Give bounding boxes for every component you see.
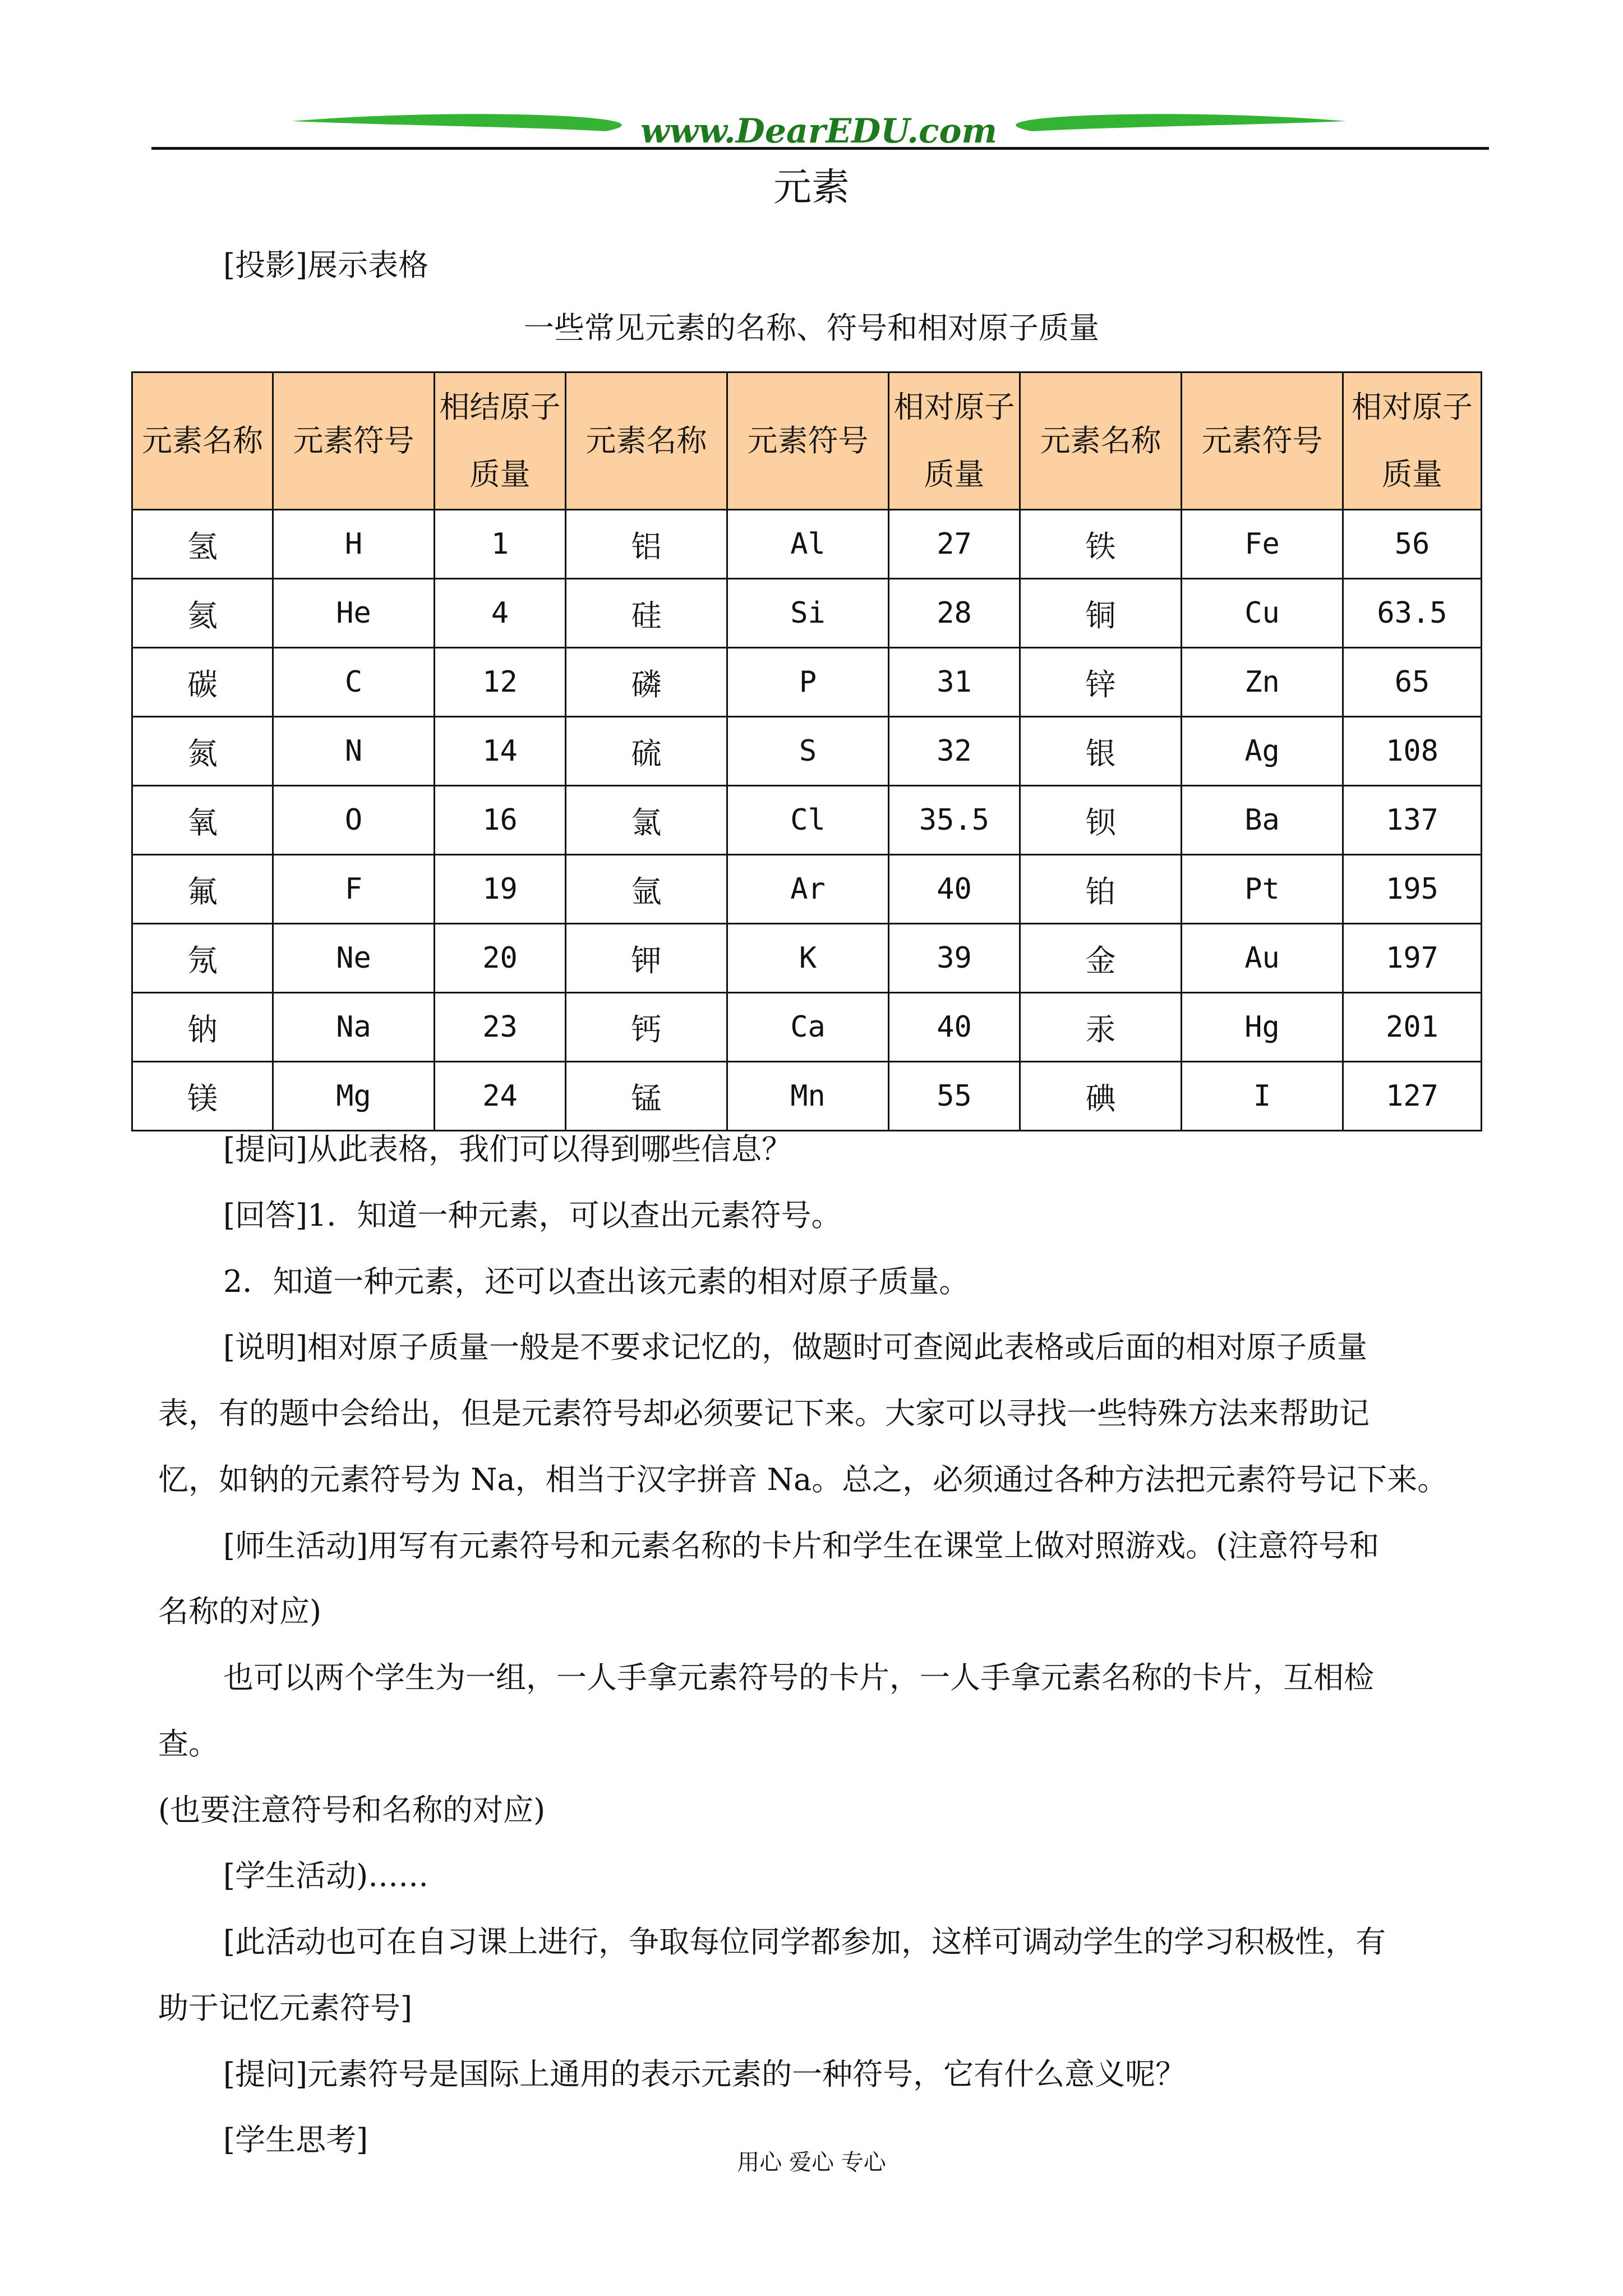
element-name-cell: 锰: [566, 1062, 727, 1131]
element-symbol-cell: Hg: [1182, 993, 1343, 1062]
element-name-cell: 氯: [566, 786, 727, 855]
element-name-cell: 金: [1020, 924, 1182, 993]
element-symbol-cell: Si: [727, 579, 889, 648]
element-name-cell: 镁: [132, 1062, 273, 1131]
element-name-cell: 钙: [566, 993, 727, 1062]
question-2: [提问]元素符号是国际上通用的表示元素的一种符号，它有什么意义呢？: [223, 2056, 1186, 2092]
column-header: 元素名称: [566, 372, 727, 510]
atomic-mass-cell: 63.5: [1343, 579, 1482, 648]
atomic-mass-cell: 195: [1343, 855, 1482, 924]
atomic-mass-cell: 65: [1343, 648, 1482, 717]
element-name-cell: 氩: [566, 855, 727, 924]
element-symbol-cell: Ne: [273, 924, 435, 993]
column-header: 相对原子质量: [1343, 372, 1482, 510]
explain-line-3: 忆，如钠的元素符号为 Na，相当于汉字拼音 Na。总之，必须通过各种方法把元素符号记下来。: [158, 1462, 1448, 1497]
atomic-mass-cell: 23: [435, 993, 566, 1062]
table-row: [132, 579, 1482, 648]
atomic-mass-cell: 137: [1343, 786, 1482, 855]
atomic-mass-cell: 19: [435, 855, 566, 924]
explain-line-2: 表，有的题中会给出，但是元素符号却必须要记下来。大家可以寻找一些特殊方法来帮助记: [158, 1396, 1370, 1431]
atomic-mass-cell: 28: [889, 579, 1020, 648]
atomic-mass-cell: 27: [889, 510, 1020, 579]
element-name-cell: 氟: [132, 855, 273, 924]
element-name-cell: 氦: [132, 579, 273, 648]
column-header: 相对原子质量: [889, 372, 1020, 510]
column-header: 元素符号: [273, 372, 435, 510]
element-symbol-cell: Al: [727, 510, 889, 579]
atomic-mass-cell: 32: [889, 717, 1020, 786]
element-symbol-cell: N: [273, 717, 435, 786]
atomic-mass-cell: 55: [889, 1062, 1020, 1131]
element-name-cell: 铂: [1020, 855, 1182, 924]
element-name-cell: 氮: [132, 717, 273, 786]
element-symbol-cell: Mn: [727, 1062, 889, 1131]
element-name-cell: 磷: [566, 648, 727, 717]
element-symbol-cell: H: [273, 510, 435, 579]
element-symbol-cell: Pt: [1182, 855, 1343, 924]
element-symbol-cell: Au: [1182, 924, 1343, 993]
table-header-row: [132, 372, 1482, 510]
table-row: [132, 648, 1482, 717]
question-1: [提问]从此表格，我们可以得到哪些信息？: [223, 1131, 792, 1167]
element-symbol-cell: S: [727, 717, 889, 786]
element-name-cell: 铜: [1020, 579, 1182, 648]
atomic-mass-cell: 35.5: [889, 786, 1020, 855]
page-footer: 用心 爱心 专心: [737, 2150, 886, 2175]
column-header: 相结原子质量: [435, 372, 566, 510]
atomic-mass-cell: 108: [1343, 717, 1482, 786]
atomic-mass-cell: 39: [889, 924, 1020, 993]
pair-line-2: 查。: [158, 1726, 219, 1761]
table-caption: 一些常见元素的名称、符号和相对原子质量: [524, 310, 1099, 346]
atomic-mass-cell: 31: [889, 648, 1020, 717]
note-line-2: 助于记忆元素符号]: [158, 1990, 413, 2026]
element-name-cell: 银: [1020, 717, 1182, 786]
page-title: 元素: [773, 165, 850, 210]
atomic-mass-cell: 12: [435, 648, 566, 717]
column-header: 元素名称: [1020, 372, 1182, 510]
atomic-mass-cell: 197: [1343, 924, 1482, 993]
student-activity: [学生活动)……: [223, 1858, 429, 1893]
atomic-mass-cell: 40: [889, 993, 1020, 1062]
atomic-mass-cell: 56: [1343, 510, 1482, 579]
table-row: [132, 717, 1482, 786]
activity-line-1: [师生活动]用写有元素符号和元素名称的卡片和学生在课堂上做对照游戏。(注意符号和: [223, 1528, 1380, 1563]
element-name-cell: 硅: [566, 579, 727, 648]
atomic-mass-cell: 24: [435, 1062, 566, 1131]
element-name-cell: 钠: [132, 993, 273, 1062]
table-body: [132, 510, 1482, 1131]
answer-2: 2．知道一种元素，还可以查出该元素的相对原子质量。: [223, 1264, 970, 1299]
element-symbol-cell: Ca: [727, 993, 889, 1062]
element-symbol-cell: Fe: [1182, 510, 1343, 579]
element-name-cell: 汞: [1020, 993, 1182, 1062]
element-name-cell: 碘: [1020, 1062, 1182, 1131]
table-row: [132, 924, 1482, 993]
table-row: [132, 993, 1482, 1062]
element-name-cell: 铝: [566, 510, 727, 579]
element-name-cell: 氖: [132, 924, 273, 993]
element-name-cell: 钡: [1020, 786, 1182, 855]
element-symbol-cell: I: [1182, 1062, 1343, 1131]
atomic-mass-cell: 127: [1343, 1062, 1482, 1131]
element-name-cell: 锌: [1020, 648, 1182, 717]
atomic-mass-cell: 16: [435, 786, 566, 855]
table-row: [132, 855, 1482, 924]
activity-line-2: 名称的对应): [158, 1594, 322, 1629]
element-symbol-cell: C: [273, 648, 435, 717]
note-line-1: [此活动也可在自习课上进行，争取每位同学都参加，这样可调动学生的学习积极性，有: [223, 1924, 1386, 1959]
logo-text: www.DearEDU.com: [640, 112, 998, 149]
table-row: [132, 786, 1482, 855]
element-name-cell: 钾: [566, 924, 727, 993]
pair-note: (也要注意符号和名称的对应): [158, 1792, 546, 1828]
element-table: [131, 371, 1482, 1131]
dearedu-logo: [292, 110, 1346, 149]
pair-line-1: 也可以两个学生为一组，一人手拿元素符号的卡片，一人手拿元素名称的卡片，互相检: [223, 1660, 1374, 1695]
student-think: [学生思考]: [223, 2122, 368, 2157]
answer-1: [回答]1．知道一种元素，可以查出元素符号。: [223, 1198, 842, 1233]
element-symbol-cell: Na: [273, 993, 435, 1062]
element-name-cell: 铁: [1020, 510, 1182, 579]
element-name-cell: 碳: [132, 648, 273, 717]
element-symbol-cell: Cl: [727, 786, 889, 855]
column-header: 元素符号: [1182, 372, 1343, 510]
table-row: [132, 1062, 1482, 1131]
element-symbol-cell: P: [727, 648, 889, 717]
table-row: [132, 510, 1482, 579]
atomic-mass-cell: 1: [435, 510, 566, 579]
atomic-mass-cell: 14: [435, 717, 566, 786]
element-symbol-cell: He: [273, 579, 435, 648]
element-symbol-cell: F: [273, 855, 435, 924]
element-symbol-cell: K: [727, 924, 889, 993]
element-symbol-cell: Cu: [1182, 579, 1343, 648]
element-symbol-cell: Ag: [1182, 717, 1343, 786]
element-symbol-cell: Ar: [727, 855, 889, 924]
atomic-mass-cell: 201: [1343, 993, 1482, 1062]
column-header: 元素符号: [727, 372, 889, 510]
atomic-mass-cell: 4: [435, 579, 566, 648]
explain-line-1: [说明]相对原子质量一般是不要求记忆的，做题时可查阅此表格或后面的相对原子质量: [223, 1329, 1368, 1365]
column-header: 元素名称: [132, 372, 273, 510]
element-name-cell: 氢: [132, 510, 273, 579]
atomic-mass-cell: 40: [889, 855, 1020, 924]
intro-line: [投影]展示表格: [223, 247, 429, 283]
element-symbol-cell: Ba: [1182, 786, 1343, 855]
element-symbol-cell: Mg: [273, 1062, 435, 1131]
element-name-cell: 氧: [132, 786, 273, 855]
element-symbol-cell: Zn: [1182, 648, 1343, 717]
element-name-cell: 硫: [566, 717, 727, 786]
element-symbol-cell: O: [273, 786, 435, 855]
header-rule: [151, 147, 1489, 150]
atomic-mass-cell: 20: [435, 924, 566, 993]
